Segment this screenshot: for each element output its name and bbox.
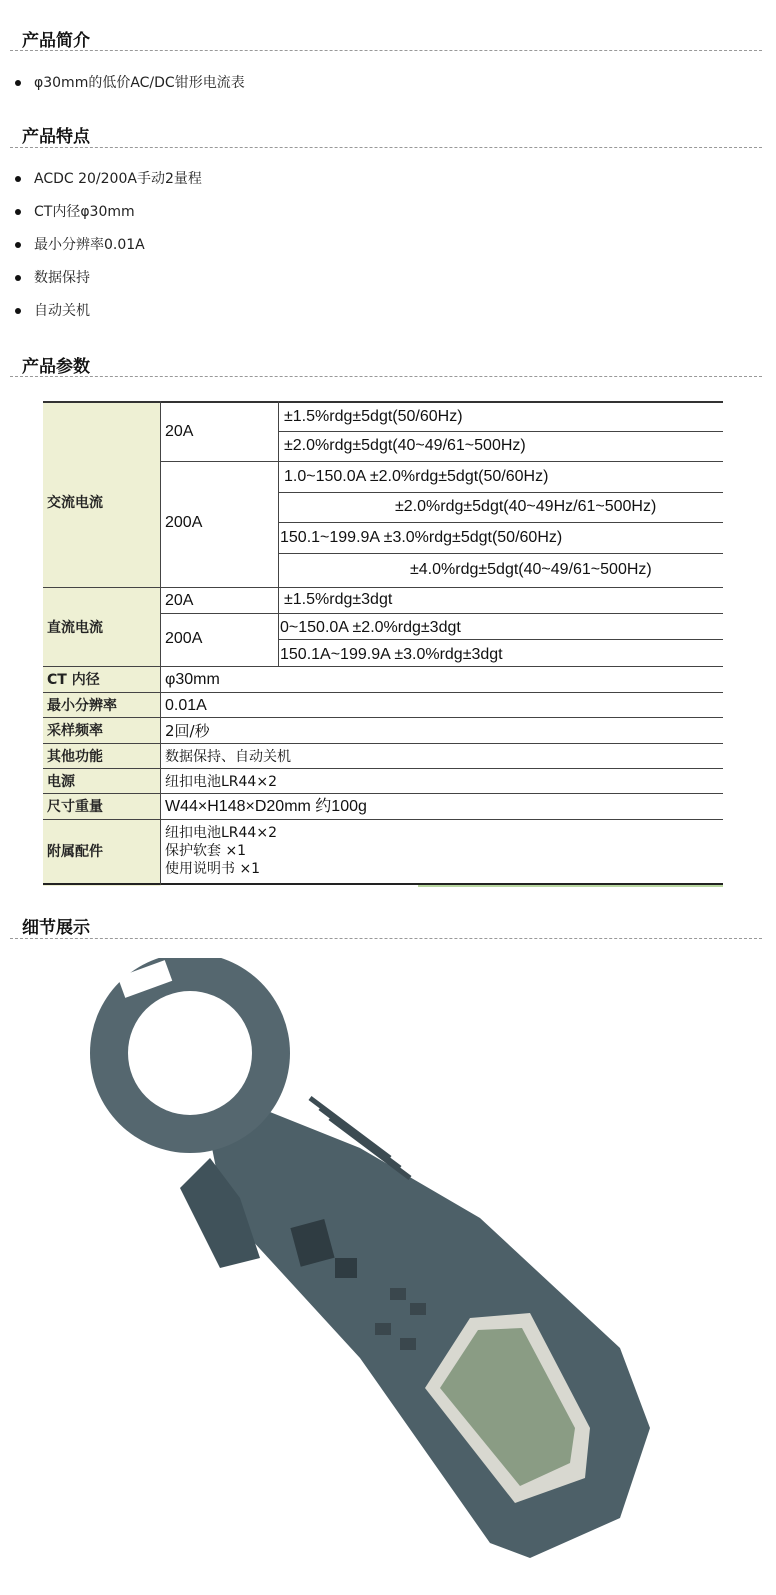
table-hline — [43, 666, 723, 667]
decorative-bar — [418, 885, 723, 887]
features-list — [0, 168, 760, 333]
section-title-features: 产品特点 — [22, 127, 90, 147]
spec-value: 150.1A~199.9A ±3.0%rdg±3dgt — [280, 646, 503, 663]
table-hline — [160, 461, 723, 462]
intro-list — [0, 72, 760, 105]
accessory-item: 使用说明书 ×1 — [165, 861, 261, 877]
table-vline — [160, 401, 161, 885]
table-hline — [43, 717, 723, 718]
spec-value: ±1.5%rdg±3dgt — [284, 591, 393, 608]
divider — [10, 147, 762, 148]
table-hline — [278, 522, 723, 523]
row-label: CT 内径 — [47, 672, 100, 688]
table-hline — [278, 639, 723, 640]
row-value: 2回/秒 — [165, 722, 210, 740]
row-value: 纽扣电池LR44×2 — [165, 774, 277, 790]
dc-range-20a: 20A — [165, 592, 194, 609]
spec-value: ±1.5%rdg±5dgt(50/60Hz) — [284, 408, 463, 425]
table-hline — [278, 431, 723, 432]
table-hline — [160, 613, 723, 614]
row-label: 其他功能 — [47, 749, 103, 765]
row-value: φ30mm — [165, 671, 220, 688]
dc-current-label: 直流电流 — [47, 620, 103, 636]
row-label: 采样频率 — [47, 723, 103, 739]
clamp-meter-icon — [60, 958, 700, 1568]
table-border — [43, 401, 723, 403]
row-label: 最小分辨率 — [47, 698, 117, 714]
ac-range-20a: 20A — [165, 423, 194, 440]
list-item: ACDC 20/200A手动2量程 — [0, 168, 760, 201]
table-hline — [43, 587, 723, 588]
table-hline — [43, 768, 723, 769]
divider — [10, 938, 762, 939]
divider — [10, 376, 762, 377]
section-title-params: 产品参数 — [22, 357, 90, 377]
list-item: φ30mm的低价AC/DC钳形电流表 — [0, 72, 760, 105]
table-hline — [43, 819, 723, 820]
spec-value: ±2.0%rdg±5dgt(40~49/61~500Hz) — [284, 437, 526, 454]
list-item: CT内径φ30mm — [0, 201, 760, 234]
spec-table — [43, 401, 723, 886]
spec-value: 150.1~199.9A ±3.0%rdg±5dgt(50/60Hz) — [280, 529, 563, 546]
ac-current-label: 交流电流 — [47, 495, 103, 511]
dc-range-200a: 200A — [165, 630, 203, 647]
table-hline — [278, 492, 723, 493]
spec-value: 0~150.0A ±2.0%rdg±3dgt — [280, 619, 461, 636]
divider — [10, 50, 762, 51]
table-hline — [43, 692, 723, 693]
table-hline — [278, 553, 723, 554]
accessories-label: 附属配件 — [47, 844, 103, 860]
spec-value: ±2.0%rdg±5dgt(40~49Hz/61~500Hz) — [395, 498, 657, 515]
row-value: 数据保持、自动关机 — [165, 749, 291, 765]
clamp-meter-photo — [60, 958, 700, 1568]
spec-value: ±4.0%rdg±5dgt(40~49/61~500Hz) — [410, 561, 652, 578]
accessory-item: 纽扣电池LR44×2 — [165, 825, 277, 841]
list-item: 自动关机 — [0, 300, 760, 333]
table-hline — [43, 743, 723, 744]
section-title-intro: 产品简介 — [22, 31, 90, 51]
list-item: 最小分辨率0.01A — [0, 234, 760, 267]
row-value: 0.01A — [165, 697, 207, 714]
row-label: 尺寸重量 — [47, 799, 103, 815]
list-item: 数据保持 — [0, 267, 760, 300]
ac-range-200a: 200A — [165, 514, 203, 531]
row-label: 电源 — [47, 774, 75, 790]
table-vline — [278, 401, 279, 666]
table-hline — [43, 793, 723, 794]
spec-value: 1.0~150.0A ±2.0%rdg±5dgt(50/60Hz) — [284, 468, 549, 485]
accessory-item: 保护软套 ×1 — [165, 843, 247, 859]
section-title-details: 细节展示 — [22, 918, 90, 938]
row-value: W44×H148×D20mm 约100g — [165, 798, 367, 815]
